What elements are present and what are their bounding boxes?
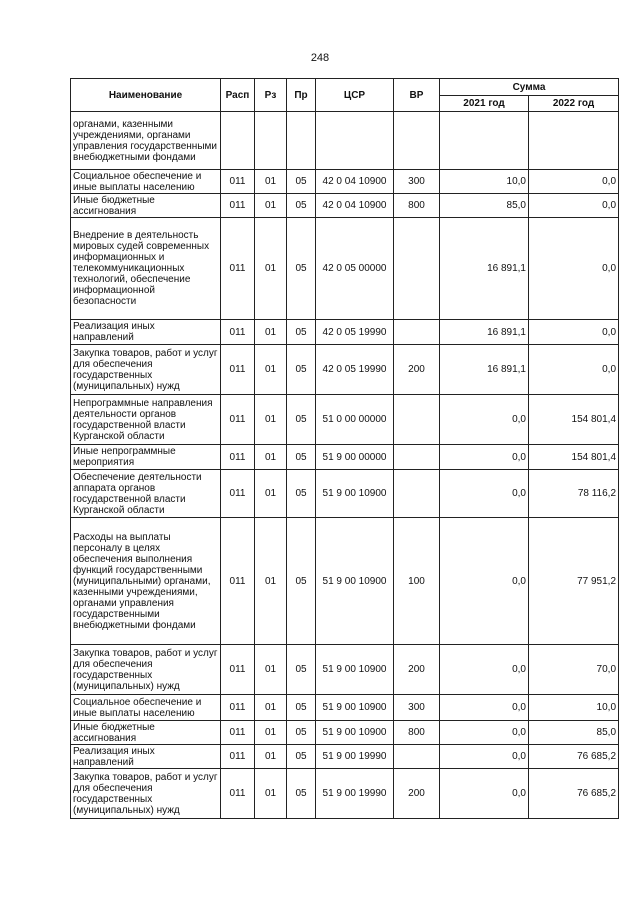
cell-pr: 05 bbox=[287, 695, 316, 721]
cell-csr: 42 0 05 19990 bbox=[316, 320, 394, 345]
header-name: Наименование bbox=[71, 79, 221, 112]
cell-name: Иные бюджетные ассигнования bbox=[71, 194, 221, 218]
cell-name: Реализация иных направлений bbox=[71, 745, 221, 769]
cell-rasp: 011 bbox=[221, 395, 255, 445]
cell-rasp: 011 bbox=[221, 518, 255, 645]
cell-rz: 01 bbox=[255, 645, 287, 695]
budget-table bbox=[70, 78, 619, 819]
cell-2021: 0,0 bbox=[440, 721, 529, 745]
cell-rasp: 011 bbox=[221, 721, 255, 745]
table-row bbox=[71, 769, 619, 819]
cell-rz bbox=[255, 112, 287, 170]
cell-2021: 0,0 bbox=[440, 470, 529, 518]
table-row bbox=[71, 395, 619, 445]
cell-csr: 51 9 00 00000 bbox=[316, 445, 394, 470]
cell-csr: 51 0 00 00000 bbox=[316, 395, 394, 445]
cell-rasp: 011 bbox=[221, 345, 255, 395]
cell-vr: 100 bbox=[394, 518, 440, 645]
cell-name: Обеспечение деятельности аппарата органов государственной власти Курганской области bbox=[71, 470, 221, 518]
table-row bbox=[71, 445, 619, 470]
cell-rasp: 011 bbox=[221, 218, 255, 320]
table-row bbox=[71, 170, 619, 194]
cell-rasp: 011 bbox=[221, 769, 255, 819]
cell-vr bbox=[394, 470, 440, 518]
cell-name: Иные бюджетные ассигнования bbox=[71, 721, 221, 745]
cell-vr bbox=[394, 395, 440, 445]
cell-pr: 05 bbox=[287, 170, 316, 194]
cell-rz: 01 bbox=[255, 769, 287, 819]
header-sum: Сумма bbox=[440, 79, 619, 96]
cell-2022 bbox=[529, 112, 619, 170]
cell-rasp: 011 bbox=[221, 645, 255, 695]
cell-rz: 01 bbox=[255, 345, 287, 395]
cell-rz: 01 bbox=[255, 518, 287, 645]
cell-2021: 0,0 bbox=[440, 695, 529, 721]
cell-pr: 05 bbox=[287, 769, 316, 819]
cell-rz: 01 bbox=[255, 320, 287, 345]
cell-2022: 76 685,2 bbox=[529, 745, 619, 769]
cell-2021: 16 891,1 bbox=[440, 345, 529, 395]
cell-name: Иные непрограммные мероприятия bbox=[71, 445, 221, 470]
cell-rasp: 011 bbox=[221, 194, 255, 218]
cell-2022: 0,0 bbox=[529, 170, 619, 194]
cell-pr: 05 bbox=[287, 721, 316, 745]
cell-rasp: 011 bbox=[221, 320, 255, 345]
cell-rasp: 011 bbox=[221, 695, 255, 721]
cell-rz: 01 bbox=[255, 170, 287, 194]
header-rasp: Расп bbox=[221, 79, 255, 112]
cell-vr: 300 bbox=[394, 170, 440, 194]
cell-rz: 01 bbox=[255, 745, 287, 769]
table-row bbox=[71, 645, 619, 695]
cell-2022: 154 801,4 bbox=[529, 445, 619, 470]
cell-name: Закупка товаров, работ и услуг для обеспечения государственных (муниципальных) нужд bbox=[71, 645, 221, 695]
cell-vr bbox=[394, 112, 440, 170]
cell-name: Социальное обеспечение и иные выплаты населению bbox=[71, 695, 221, 721]
cell-csr: 51 9 00 10900 bbox=[316, 470, 394, 518]
table-row bbox=[71, 721, 619, 745]
cell-pr: 05 bbox=[287, 745, 316, 769]
table-row bbox=[71, 112, 619, 170]
cell-pr: 05 bbox=[287, 194, 316, 218]
cell-name: Непрограммные направления деятельности органов государственной власти Курганской области bbox=[71, 395, 221, 445]
cell-2022: 76 685,2 bbox=[529, 769, 619, 819]
cell-name: органами, казенными учреждениями, органами управления государственными внебюджетными фондами bbox=[71, 112, 221, 170]
cell-name: Внедрение в деятельность мировых судей современных информационных и телекоммуникационных технологий, обеспечение информационной безопасности bbox=[71, 218, 221, 320]
cell-csr: 51 9 00 19990 bbox=[316, 769, 394, 819]
table-row bbox=[71, 320, 619, 345]
cell-rz: 01 bbox=[255, 721, 287, 745]
cell-2021: 16 891,1 bbox=[440, 320, 529, 345]
cell-name: Реализация иных направлений bbox=[71, 320, 221, 345]
cell-rz: 01 bbox=[255, 218, 287, 320]
page-number: 248 bbox=[310, 52, 330, 64]
cell-2021: 16 891,1 bbox=[440, 218, 529, 320]
cell-vr bbox=[394, 445, 440, 470]
cell-2022: 85,0 bbox=[529, 721, 619, 745]
cell-name: Социальное обеспечение и иные выплаты населению bbox=[71, 170, 221, 194]
table-row bbox=[71, 745, 619, 769]
header-vr: ВР bbox=[394, 79, 440, 112]
cell-pr: 05 bbox=[287, 518, 316, 645]
cell-2021: 85,0 bbox=[440, 194, 529, 218]
table-body bbox=[71, 112, 619, 819]
cell-2022: 0,0 bbox=[529, 320, 619, 345]
cell-vr: 200 bbox=[394, 345, 440, 395]
cell-csr: 51 9 00 10900 bbox=[316, 695, 394, 721]
cell-vr: 800 bbox=[394, 194, 440, 218]
cell-pr: 05 bbox=[287, 320, 316, 345]
cell-vr: 200 bbox=[394, 645, 440, 695]
cell-2021: 0,0 bbox=[440, 445, 529, 470]
cell-rasp: 011 bbox=[221, 445, 255, 470]
table-row bbox=[71, 194, 619, 218]
cell-2021: 10,0 bbox=[440, 170, 529, 194]
cell-rz: 01 bbox=[255, 470, 287, 518]
cell-rz: 01 bbox=[255, 445, 287, 470]
table-row bbox=[71, 345, 619, 395]
cell-csr: 42 0 04 10900 bbox=[316, 194, 394, 218]
cell-pr: 05 bbox=[287, 395, 316, 445]
cell-2021: 0,0 bbox=[440, 645, 529, 695]
cell-rasp: 011 bbox=[221, 745, 255, 769]
cell-2022: 10,0 bbox=[529, 695, 619, 721]
cell-vr bbox=[394, 320, 440, 345]
table-row bbox=[71, 518, 619, 645]
cell-name: Закупка товаров, работ и услуг для обеспечения государственных (муниципальных) нужд bbox=[71, 345, 221, 395]
cell-vr: 300 bbox=[394, 695, 440, 721]
header-row bbox=[71, 79, 619, 96]
cell-rasp bbox=[221, 112, 255, 170]
cell-csr: 51 9 00 10900 bbox=[316, 645, 394, 695]
cell-name: Закупка товаров, работ и услуг для обеспечения государственных (муниципальных) нужд bbox=[71, 769, 221, 819]
cell-csr: 51 9 00 10900 bbox=[316, 721, 394, 745]
cell-vr: 800 bbox=[394, 721, 440, 745]
cell-vr bbox=[394, 218, 440, 320]
cell-pr: 05 bbox=[287, 645, 316, 695]
header-year-2022: 2022 год bbox=[529, 96, 619, 112]
header-rz: Рз bbox=[255, 79, 287, 112]
cell-2021: 0,0 bbox=[440, 745, 529, 769]
cell-2021: 0,0 bbox=[440, 395, 529, 445]
cell-rz: 01 bbox=[255, 695, 287, 721]
cell-csr: 51 9 00 19990 bbox=[316, 745, 394, 769]
cell-csr: 51 9 00 10900 bbox=[316, 518, 394, 645]
cell-2022: 70,0 bbox=[529, 645, 619, 695]
cell-2022: 78 116,2 bbox=[529, 470, 619, 518]
header-year-2021: 2021 год bbox=[440, 96, 529, 112]
cell-2022: 77 951,2 bbox=[529, 518, 619, 645]
cell-pr: 05 bbox=[287, 445, 316, 470]
cell-2021 bbox=[440, 112, 529, 170]
cell-csr bbox=[316, 112, 394, 170]
cell-name: Расходы на выплаты персоналу в целях обеспечения выполнения функций государственными (муниципальными) органами, казенными учреждениями, органами управления государственными внебюджетными фондами bbox=[71, 518, 221, 645]
cell-2022: 0,0 bbox=[529, 218, 619, 320]
cell-rz: 01 bbox=[255, 395, 287, 445]
cell-csr: 42 0 05 19990 bbox=[316, 345, 394, 395]
cell-2021: 0,0 bbox=[440, 769, 529, 819]
cell-pr: 05 bbox=[287, 218, 316, 320]
cell-2022: 154 801,4 bbox=[529, 395, 619, 445]
cell-rasp: 011 bbox=[221, 170, 255, 194]
cell-pr: 05 bbox=[287, 470, 316, 518]
cell-pr: 05 bbox=[287, 345, 316, 395]
table-row bbox=[71, 470, 619, 518]
cell-csr: 42 0 04 10900 bbox=[316, 170, 394, 194]
cell-rasp: 011 bbox=[221, 470, 255, 518]
cell-2021: 0,0 bbox=[440, 518, 529, 645]
header-csr: ЦСР bbox=[316, 79, 394, 112]
cell-pr bbox=[287, 112, 316, 170]
table-row bbox=[71, 218, 619, 320]
cell-rz: 01 bbox=[255, 194, 287, 218]
header-pr: Пр bbox=[287, 79, 316, 112]
cell-vr bbox=[394, 745, 440, 769]
cell-2022: 0,0 bbox=[529, 345, 619, 395]
cell-2022: 0,0 bbox=[529, 194, 619, 218]
cell-vr: 200 bbox=[394, 769, 440, 819]
cell-csr: 42 0 05 00000 bbox=[316, 218, 394, 320]
table-row bbox=[71, 695, 619, 721]
